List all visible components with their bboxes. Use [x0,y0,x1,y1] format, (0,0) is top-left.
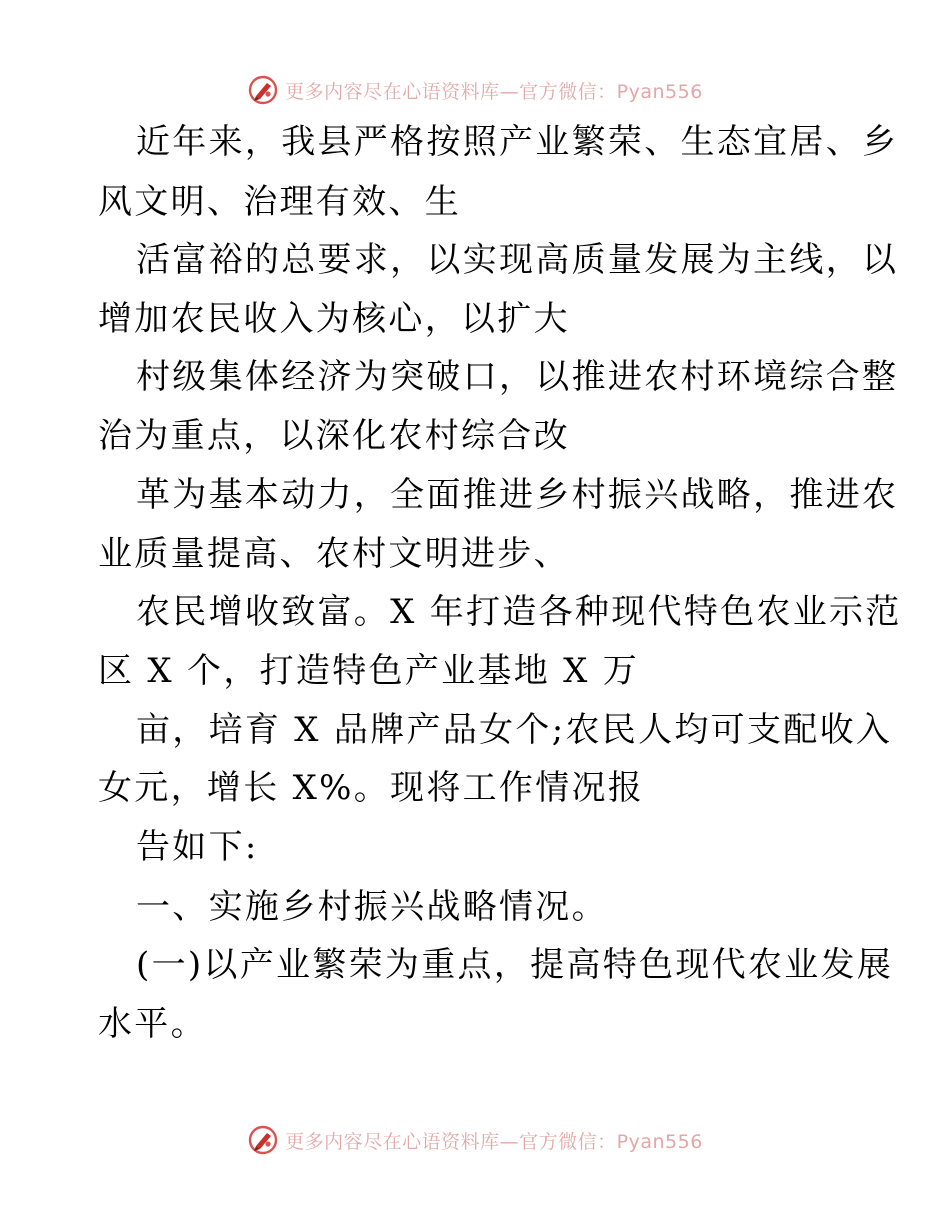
paragraph-line: 告如下: [136,827,259,867]
section-heading: 一、实施乡村振兴战略情况。 [136,887,608,927]
paragraph-line: 革为基本动力，全面推进乡村振兴战略，推进农 [136,475,899,515]
paragraph-line: 业质量提高、农村文明进步、 [98,534,570,574]
watermark-text: 更多内容尽在心语资料库—官方微信：Pyan556 [285,80,703,103]
paragraph-line: 风文明、治理有效、生 [98,182,461,222]
pen-logo-icon [247,74,279,106]
paragraph-line: 近年来，我县严格按照产业繁荣、生态宜居、乡 [136,122,899,162]
subsection-heading: (一)以产业繁荣为重点，提高特色现代农业发展 [136,945,894,985]
pen-logo-icon [247,1124,279,1156]
watermark-text: 更多内容尽在心语资料库—官方微信：Pyan556 [285,1130,703,1153]
footer-watermark [0,1120,950,1160]
paragraph-line: 水平。 [98,1004,207,1044]
paragraph-line: 区 X 个，打造特色产业基地 X 万 [98,651,640,691]
paragraph-line: 亩，培育 X 品牌产品女个;农民人均可支配收入 [136,710,893,750]
paragraph-line: 村级集体经济为突破口，以推进农村环境综合整 [136,357,899,397]
paragraph-line: 女元，增长 X%。现将工作情况报 [98,768,645,808]
paragraph-line: 治为重点，以深化农村综合改 [98,416,570,456]
header-watermark [0,70,950,110]
paragraph-line: 活富裕的总要求，以实现高质量发展为主线，以 [136,240,899,280]
paragraph-line: 增加农民收入为核心，以扩大 [98,299,570,339]
paragraph-line: 农民增收致富。X 年打造各种现代特色农业示范 [136,592,902,632]
